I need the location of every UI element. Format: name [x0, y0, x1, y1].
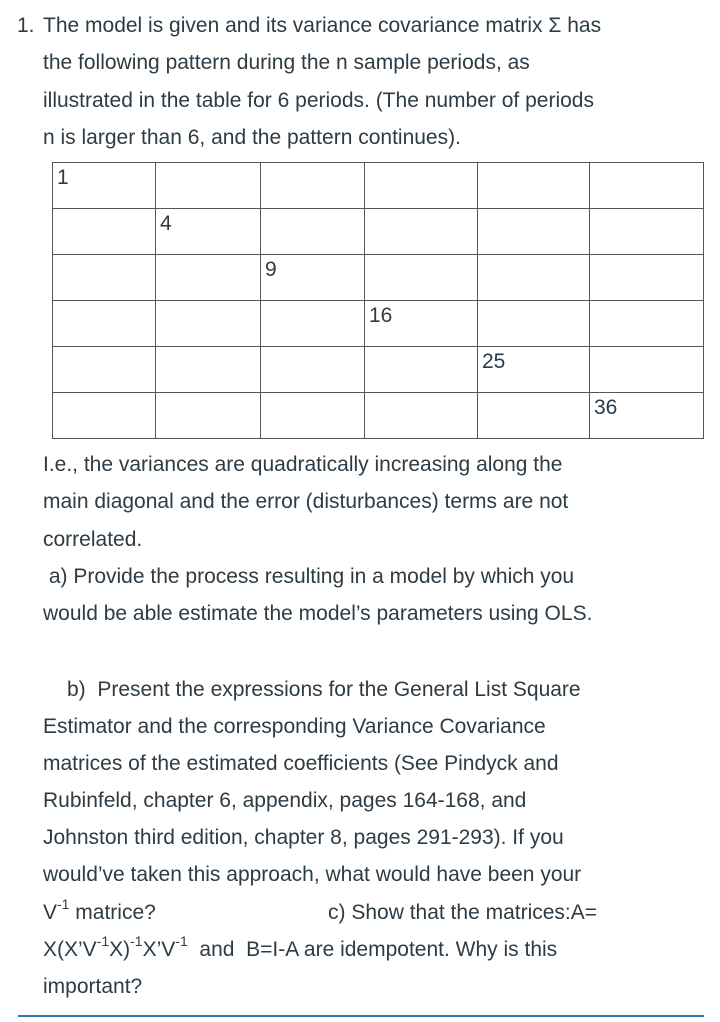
explanation-line-3: correlated. [43, 528, 143, 551]
intro-line-2: the following pattern during the n sample periods, as [43, 51, 530, 74]
part-b-line-2: Estimator and the corresponding Variance Covariance [43, 715, 546, 738]
table-cell [53, 255, 156, 301]
table-cell [365, 301, 478, 347]
inverse-superscript: -1 [130, 933, 143, 949]
table-row [53, 301, 704, 347]
diagonal-value: 25 [482, 350, 506, 373]
inverse-superscript: -1 [96, 933, 110, 949]
explanation-line-2: main diagonal and the error (disturbances) terms are not [43, 490, 569, 513]
table-cell [53, 301, 156, 347]
table-cell [590, 301, 704, 347]
table-cell [53, 347, 156, 393]
v-inverse-line [43, 896, 156, 925]
table-cell [156, 209, 261, 255]
table-cell [261, 163, 365, 209]
table-cell [261, 209, 365, 255]
intro-line-3: illustrated in the table for 6 periods. (The number of periods [43, 89, 594, 112]
table-cell [590, 255, 704, 301]
table-row [53, 393, 704, 439]
table-cell [590, 393, 704, 439]
part-c-start: c) Show that the matrices:A= [328, 901, 598, 924]
table-cell [478, 393, 590, 439]
table-cell [478, 347, 590, 393]
table-cell [261, 301, 365, 347]
table-cell [156, 163, 261, 209]
bottom-divider [18, 1015, 704, 1017]
diagonal-value: 9 [265, 258, 277, 281]
table-cell [156, 301, 261, 347]
table-cell [590, 209, 704, 255]
table-cell [478, 255, 590, 301]
table-cell [261, 393, 365, 439]
diagonal-value: 16 [369, 304, 393, 327]
table-row [53, 209, 704, 255]
table-cell [590, 347, 704, 393]
table-cell [53, 209, 156, 255]
v-symbol: V [43, 901, 58, 924]
last-line: important? [43, 975, 143, 998]
part-b-line-6: would’ve taken this approach, what would have been your [43, 863, 582, 886]
table-cell [53, 393, 156, 439]
table-cell [365, 255, 478, 301]
matrice-text: matrice? [69, 901, 156, 924]
table-cell [53, 163, 156, 209]
intro-line-4: n is larger than 6, and the pattern continues). [43, 126, 461, 149]
table-cell [365, 209, 478, 255]
question-number: 1. [17, 14, 35, 37]
part-b-line-4: Rubinfeld, chapter 6, appendix, pages 164-168, and [43, 789, 527, 812]
inverse-superscript: -1 [175, 933, 188, 949]
variance-covariance-table [52, 162, 704, 439]
table-cell [365, 393, 478, 439]
table-cell [156, 255, 261, 301]
part-a-line-1: a) Provide the process resulting in a model by which you [43, 565, 575, 588]
formula-part: X) [109, 938, 131, 961]
table-cell [478, 163, 590, 209]
part-b-line-5: Johnston third edition, chapter 8, pages 291-293). If you [43, 826, 564, 849]
table-cell [156, 347, 261, 393]
table-cell [365, 163, 478, 209]
part-a-line-2: would be able estimate the model’s parameters using OLS. [43, 602, 593, 625]
table-cell [365, 347, 478, 393]
table-cell [261, 347, 365, 393]
table-row [53, 163, 704, 209]
table-row [53, 255, 704, 301]
table-row [53, 347, 704, 393]
part-b-line-1: b) Present the expressions for the General List Square [67, 678, 581, 701]
formula-part: X’V [142, 938, 176, 961]
part-b-line-3: matrices of the estimated coefficients (See Pindyck and [43, 752, 559, 775]
formula-part: X(X’V [43, 938, 97, 961]
diagonal-value: 36 [594, 396, 618, 419]
table-cell [590, 163, 704, 209]
intro-line-1: The model is given and its variance covariance matrix Σ has [43, 14, 602, 37]
table-cell [156, 393, 261, 439]
table-cell [261, 255, 365, 301]
table-cell [478, 209, 590, 255]
inverse-superscript: -1 [57, 896, 70, 912]
diagonal-value: 4 [160, 212, 172, 235]
diagonal-value: 1 [57, 166, 69, 189]
formula-rest: and B=I-A are idempotent. Why is this [187, 938, 558, 961]
formula-line [43, 933, 558, 962]
table-cell [478, 301, 590, 347]
explanation-line-1: I.e., the variances are quadratically increasing along the [43, 453, 563, 476]
